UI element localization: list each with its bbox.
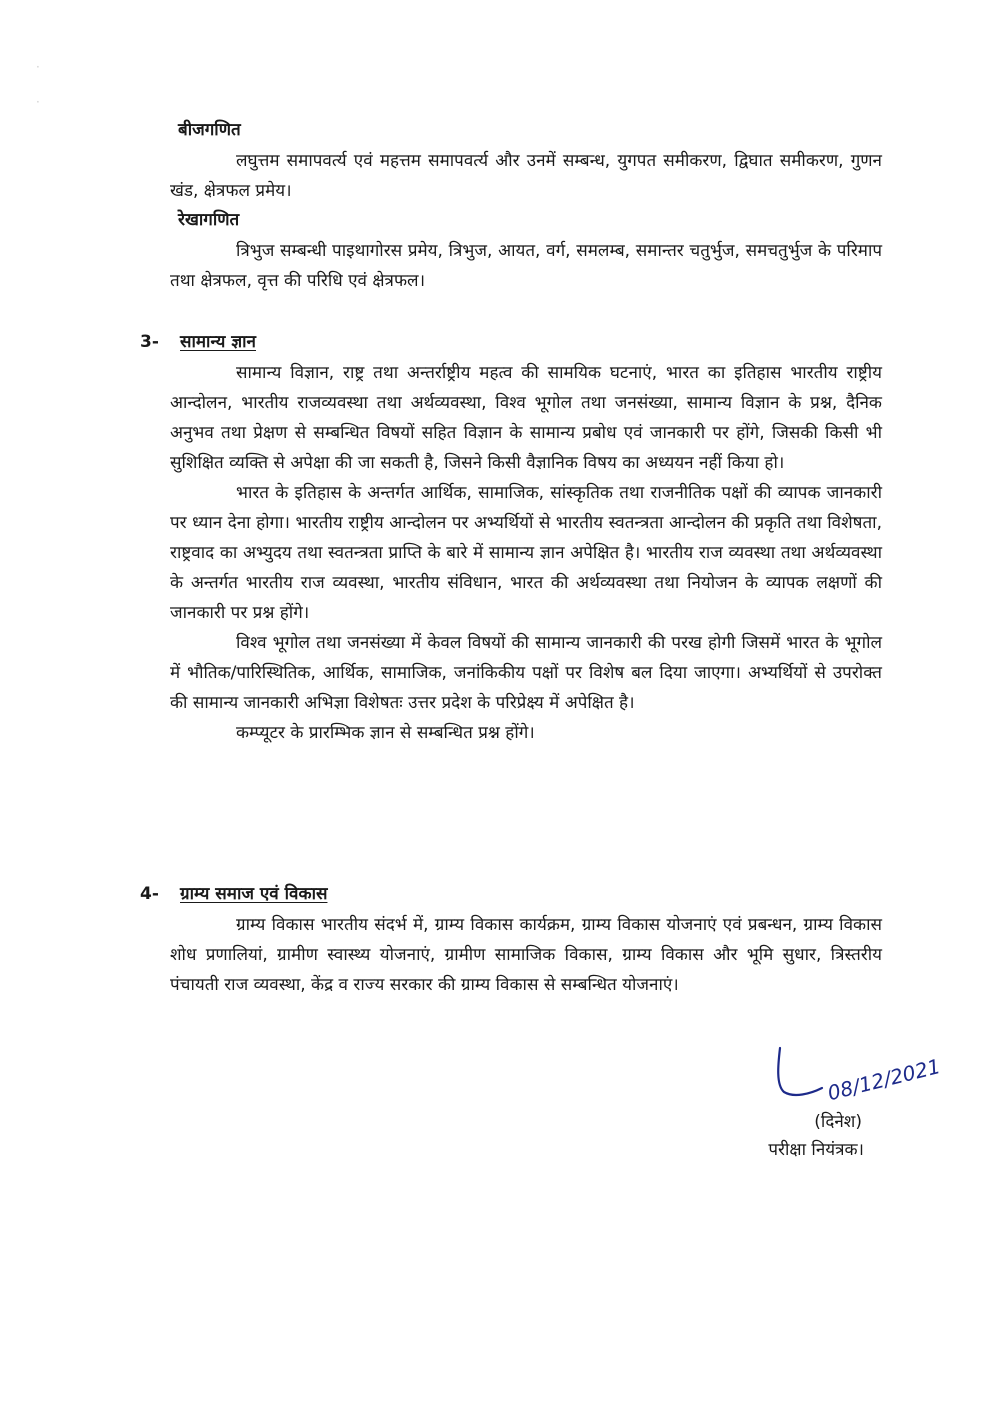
signature-date: 08/12/2021 [825,1054,943,1106]
section-4-number: 4- [140,884,159,904]
section-4-text: ग्राम्य विकास भारतीय संदर्भ में, ग्राम्य विकास कार्यक्रम, ग्राम्य विकास योजनाएं एवं प्रबन्धन, ग्राम्य विकास शोध प्रणालियां, ग्रामीण स्वास्थ्य योजनाएं, ग्रामीण सामाजिक विकास, ग्राम्य विकास और भूमि सुधार, त्रिस्तरीय पंचायती राज व्यवस्था, केंद्र व राज्य सरकार की ग्राम्य विकास से सम्बन्धित योजनाएं। [170,915,882,995]
scan-artifact: · [36,60,40,74]
section-3-number: 3- [140,332,159,352]
geometry-paragraph [170,236,882,296]
section-3-paragraph-2: भारत के इतिहास के अन्तर्गत आर्थिक, सामाजिक, सांस्कृतिक तथा राजनीतिक पक्षों की व्यापक जानकारी पर ध्यान देना होगा। भारतीय राष्ट्रीय आन्दोलन पर अभ्यर्थियों से भारतीय स्वतन्त्रता आन्दोलन की प्रकृति तथा विशेषता, राष्ट्रवाद का अभ्युदय तथा स्वतन्त्रता प्राप्ति के बारे में सामान्य ज्ञान अपेक्षित है। भारतीय राज व्यवस्था तथा अर्थव्यवस्था के अन्तर्गत भारतीय राज व्यवस्था, भारतीय संविधान, भारत की अर्थव्यवस्था तथा नियोजन के व्यापक लक्षणों की जानकारी पर प्रश्न होंगे। [170,483,882,623]
section-4-heading [140,880,327,908]
section-3-title: सामान्य ज्ञान [180,332,256,352]
signatory-designation: परीक्षा नियंत्रक। [768,1140,864,1160]
scan-artifact: · [36,95,40,109]
section-3-paragraph-3: विश्व भूगोल तथा जनसंख्या में केवल विषयों की सामान्य जानकारी की परख होगी जिसमें भारत के भूगोल में भौतिक/पारिस्थितिक, आर्थिक, सामाजिक, जनांकिकीय पक्षों पर विशेष बल दिया जाएगा। अभ्यर्थियों से उपरोक्त की सामान्य जानकारी अभिज्ञा विशेषतः उत्तर प्रदेश के परिप्रेक्ष्य में अपेक्षित है। [170,633,882,713]
algebra-paragraph [170,146,882,206]
algebra-text: लघुत्तम समापवर्त्य एवं महत्तम समापवर्त्य और उनमें सम्बन्ध, युगपत समीकरण, द्विघात समीकरण, गुणन खंड, क्षेत्रफल प्रमेय। [170,151,882,201]
section-3-paragraph-4: कम्प्यूटर के प्रारम्भिक ज्ञान से सम्बन्धित प्रश्न होंगे। [236,723,535,743]
section-4-title: ग्राम्य समाज एवं विकास [180,884,328,904]
section-3-heading [140,328,256,356]
section-3-body [170,358,882,748]
handwritten-signature [770,1040,960,1110]
section-3-paragraph-1: सामान्य विज्ञान, राष्ट्र तथा अन्तर्राष्ट्रीय महत्व की सामयिक घटनाएं, भारत का इतिहास भारतीय राष्ट्रीय आन्दोलन, भारतीय राजव्यवस्था तथा अर्थव्यवस्था, विश्व भूगोल तथा जनसंख्या, सामान्य विज्ञान के प्रश्न, दैनिक अनुभव तथा प्रेक्षण से सम्बन्धित विषयों सहित विज्ञान के सामान्य प्रबोध एवं जानकारी पर होंगे, जिसकी किसी भी सुशिक्षित व्यक्ति से अपेक्षा की जा सकती है, जिसने किसी वैज्ञानिक विषय का अध्ययन नहीं किया हो। [170,363,882,473]
section-4-body [170,910,882,1000]
geometry-text: त्रिभुज सम्बन्धी पाइथागोरस प्रमेय, त्रिभुज, आयत, वर्ग, समलम्ब, समान्तर चतुर्भुज, समचतुर्भुज के परिमाप तथा क्षेत्रफल, वृत्त की परिधि एवं क्षेत्रफल। [170,241,882,291]
algebra-heading: बीजगणित [178,120,241,140]
signatory-name: (दिनेश) [814,1112,862,1132]
geometry-heading: रेखागणित [178,210,240,230]
